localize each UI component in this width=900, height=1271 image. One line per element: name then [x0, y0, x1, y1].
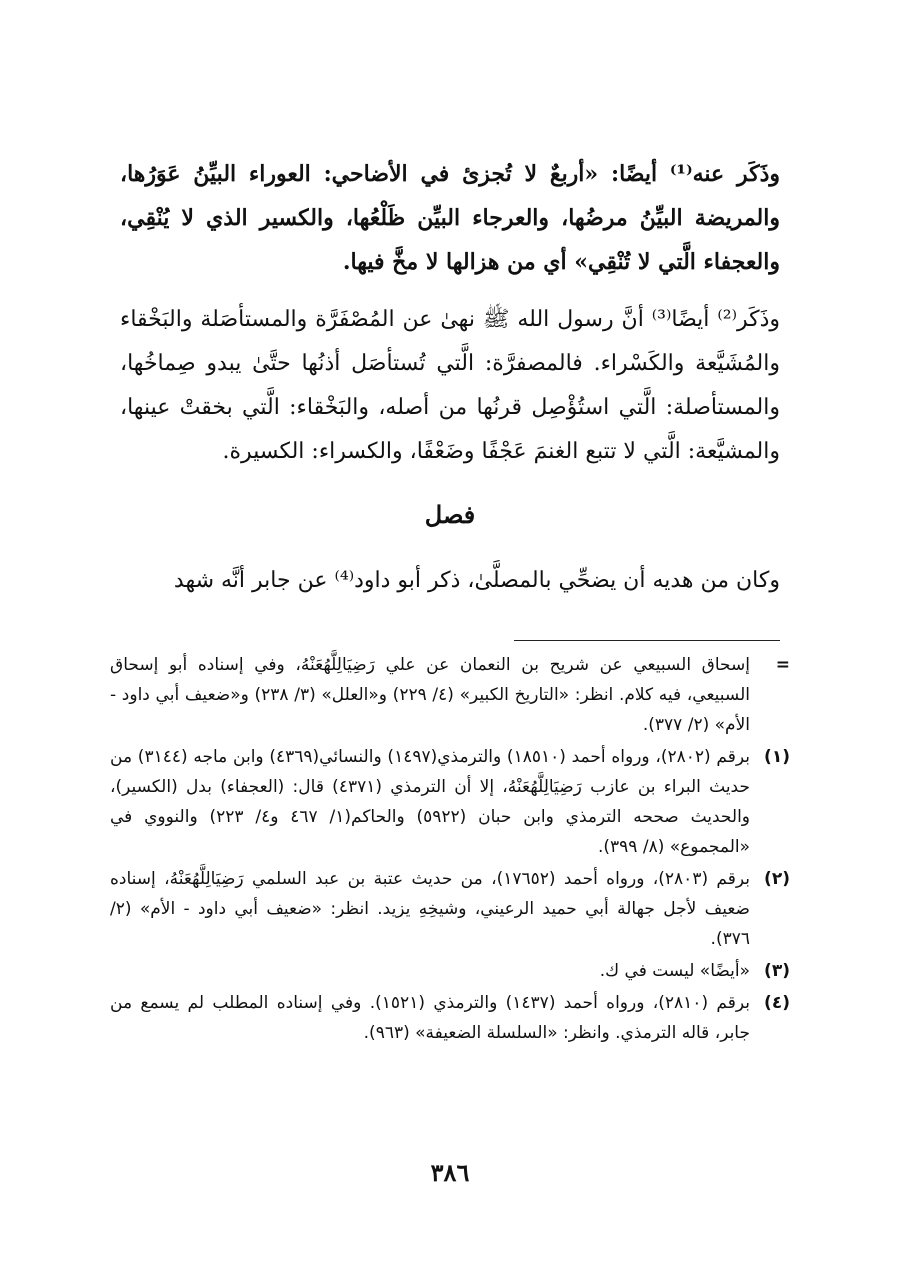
footnote-mark: = [775, 655, 790, 675]
footnote-mark: (٣) [764, 961, 790, 981]
body-paragraph-1: وذَكَر عنه⁽¹⁾ أيضًا: «أربعٌ لا تُجزئ في الأضاحي: العوراء البيِّنُ عَوَرُها، والمريضة البيِّنُ مرضُها، والعرجاء البيِّن ظَلْعُها، والكسير الذي لا يُنْقِي، والعجفاء الَّتي لا تُنْقِي» أي من هزالها لا مخَّ فيها. [120, 161, 780, 275]
footnote-4 [110, 988, 790, 1048]
footnote-1 [110, 742, 790, 862]
body-paragraph-2: وذَكَر⁽²⁾ أيضًا⁽³⁾ أنَّ رسول الله ﷺ نهىٰ عن المُصْفَرَّة والمستأصَلة والبَخْقاء والمُشَيَّعة والكَسْراء. فالمصفرَّة: الَّتي تُستأصَل أذنُها حتَّىٰ يبدو صِماخُها، والمستأصلة: الَّتي استُؤْصِل قرنُها من أصله، والبَخْقاء: الَّتي بخقتْ عينها، والمشيَّعة: الَّتي لا تتبع الغنمَ عَجْفًا وضَعْفًا، والكسراء: الكسيرة. [120, 307, 780, 464]
footnote-mark: (٢) [764, 869, 790, 889]
footnote-text: برقم (٢٨١٠)، ورواه أحمد (١٤٣٧) والترمذي (١٥٢١). وفي إسناده المطلب لم يسمع من جابر، قاله الترمذي. وانظر: «السلسلة الضعيفة» (٩٦٣). [110, 993, 750, 1043]
section-heading: فصل [424, 500, 476, 529]
footnote-text: برقم (٢٨٠٣)، ورواه أحمد (١٧٦٥٢)، من حديث عتبة بن عبد السلمي رَضِيَالِلَّهُعَنْهُ، إسناده ضعيف لأجل جهالة أبي حميد الرعيني، وشيخِهِ يزيد. انظر: «ضعيف أبي داود - الأم» (٢/ ٣٧٦). [110, 869, 750, 949]
footnote-mark: (١) [764, 747, 790, 767]
footnote-text: إسحاق السبيعي عن شريح بن النعمان عن علي رَضِيَالِلَّهُعَنْهُ، وفي إسناده أبو إسحاق السبيعي، فيه كلام. انظر: «التاريخ الكبير» (٤/ ٢٢٩) و«العلل» (٣/ ٢٣٨) و«ضعيف أبي داود - الأم» (٢/ ٣٧٧). [110, 655, 750, 735]
footnote-2 [110, 864, 790, 954]
footnote-text: «أيضًا» ليست في ك. [599, 961, 750, 981]
footnote-continued [110, 650, 790, 740]
body-paragraph-3: وكان من هديه أن يضحِّي بالمصلَّىٰ، ذكر أبو داود⁽⁴⁾ عن جابر أنَّه شهد [173, 568, 780, 593]
footnote-3 [110, 956, 790, 986]
footnote-separator [514, 640, 780, 641]
footnotes [110, 650, 790, 1050]
footnote-text: برقم (٢٨٠٢)، ورواه أحمد (١٨٥١٠) والترمذي(١٤٩٧) والنسائي(٤٣٦٩) وابن ماجه (٣١٤٤) من حديث البراء بن عازب رَضِيَالِلَّهُعَنْهُ، إلا أن الترمذي (٤٣٧١) قال: (العجفاء) بدل (الكسير)، والحديث صححه الترمذي وابن حبان (٥٩٢٢) والحاكم(١/ ٤٦٧ و٤/ ٢٢٣) والنووي في «المجموع» (٨/ ٣٩٩). [110, 747, 750, 857]
footnote-mark: (٤) [764, 993, 790, 1013]
page-number: ٣٨٦ [430, 1158, 470, 1187]
